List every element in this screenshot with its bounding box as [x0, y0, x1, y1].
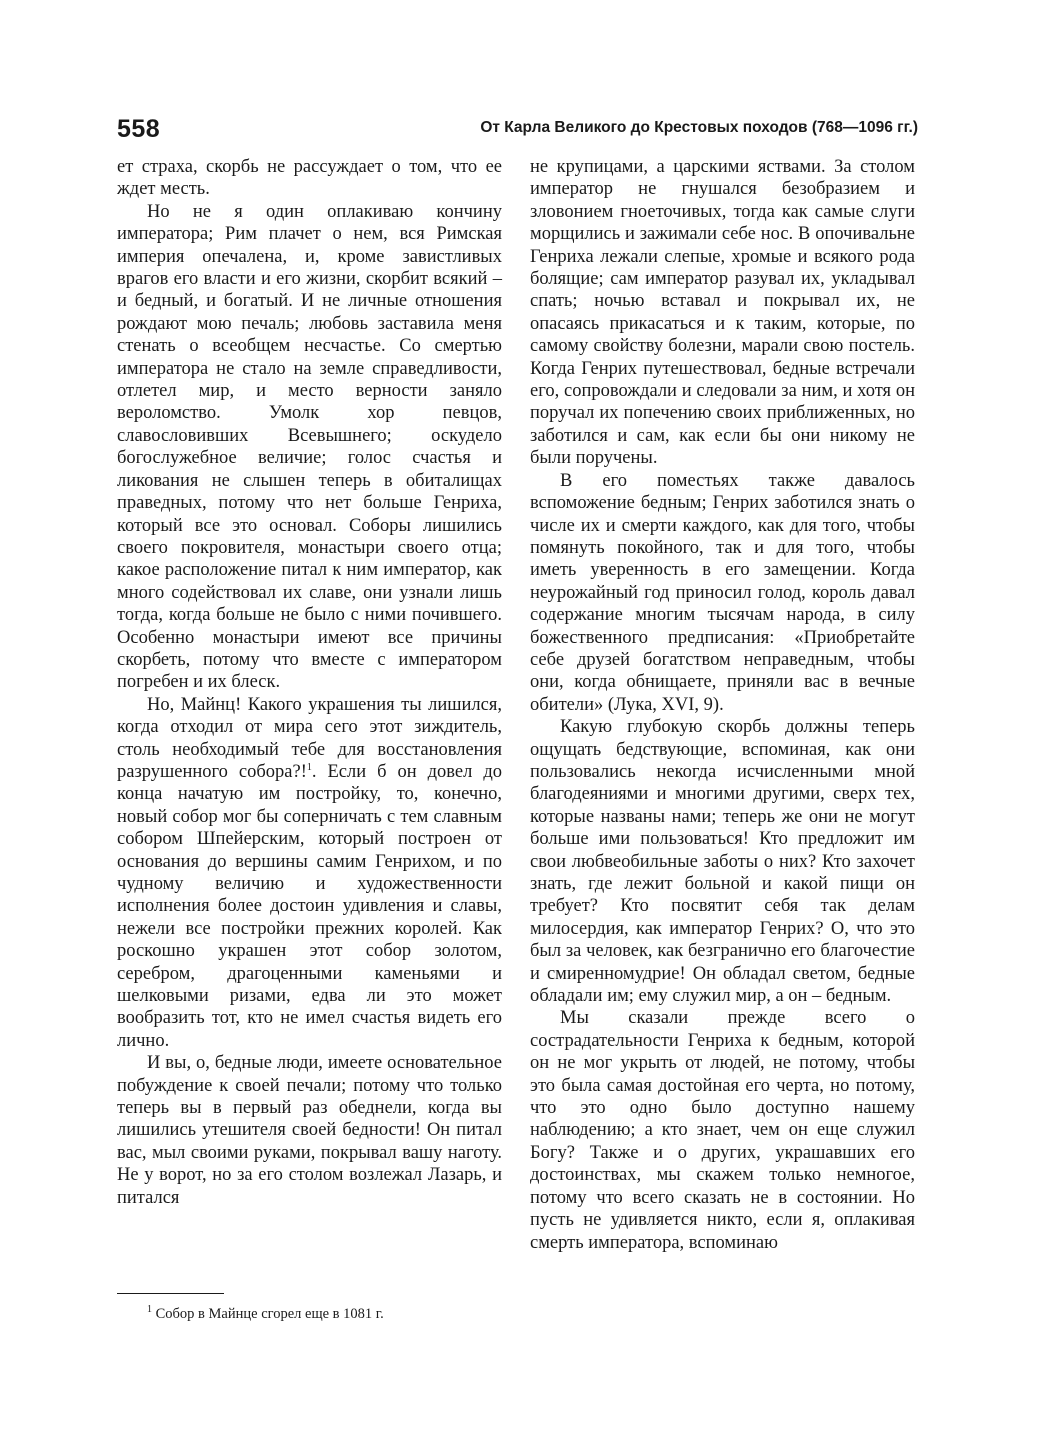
left-column: [117, 156, 502, 1209]
paragraph-text: . Если б он довел до конца начатую им постройку, то, конечно, новый собор мог бы соперничать с тем славным собором Шпейерским, который построен от основания до вершины самим Генрихом, и по чудному величию и художественности исполнения более достоин удивления и славы, нежели все постройки прежних королей. Как роскошно украшен этот собор золотом, серебром, драгоценными каменьями и шелковыми ризами, едва ли это может вообразить тот, кто не имел счастья видеть его лично.: [117, 761, 502, 1051]
paragraph: Но не я один оплакиваю кончину императора; Рим плачет о нем, вся Римская империя опечалена, и, кроме завистливых врагов его власти и его жизни, скорбит всякий – и бедный, и богатый. И не личные отношения рождают мою печаль; любовь заставила меня стенать о всеобщем несчастье. Со смертью императора не стало на земле справедливости, отлетел мир, и место верности заняло вероломство. Умолк хор певцов, славословивших Всевышнего; оскудело богослужебное величие; голос счастья и ликования не слышен теперь в обиталищах праведных, потому что нет больше Генриха, который все это основал. Соборы лишились своего покровителя, монастыри своего отца; какое расположение питал к ним император, как много содействовал их славе, они узнали лишь тогда, когда больше не было с ними почившего. Особенно монастыри имеют все причины скорбеть, потому что вместе с императором погребен и их блеск.: [117, 201, 502, 693]
right-column: [530, 156, 915, 1254]
page-number: 558: [117, 115, 161, 143]
paragraph: Мы сказали прежде всего о сострадательности Генриха к бедным, которой он не мог укрыть от людей, не потому, чтобы это была самая достойная его черта, но потому, что это одно было доступно нашему наблюдению; а кто знает, чем он еще служил Богу? Также и о других, украшавших его достоинствах, мы скажем только немногое, потому что всего сказать не в состоянии. Но пусть не удивляется никто, если я, оплакивая смерть императора, вспоминаю: [530, 1008, 915, 1253]
footnote-text: Собор в Майнце сгорел еще в 1081 г.: [152, 1306, 384, 1322]
paragraph: не крупицами, а царскими яствами. За столом император не гнушался безобразием и зловонием гноеточивых, тогда как самые слуги морщились и зажимали себе нос. В опочивальне Генриха лежали слепые, хромые и всякого рода болящие; сам император разувал их, укладывал спать; ночью вставал и покрывал их, не опасаясь прикасаться и к таким, которые, по самому свойству болезни, марали свою постель. Когда Генрих путешествовал, бедные встречали его, сопровождали и следовали за ним, и хотя он поручал их попечению своих приближенных, но заботился и сам, как если бы они никому не были поручены.: [530, 157, 915, 469]
footnote: [117, 1305, 502, 1323]
paragraph-text: Но, Майнц! Какого украшения ты лишился, когда отходил от мира сего этот зиждитель, столь необходимый тебе для восстановления разрушенного собора?!: [117, 694, 502, 782]
running-title: От Карла Великого до Крестовых походов (768—1096 гг.): [480, 119, 918, 136]
paragraph: ет страха, скорбь не рассуждает о том, что ее ждет месть.: [117, 157, 502, 200]
paragraph: И вы, о, бедные люди, имеете основательное побуждение к своей печали; потому что только теперь вы в первый раз обеднели, когда вы лишились утешителя своей бедности! Он питал вас, мыл своими руками, покрывал вашу наготу. Не у ворот, но за его столом возлежал Лазарь, и питался: [117, 1053, 502, 1208]
footnote-divider: [117, 1293, 224, 1294]
paragraph: Какую глубокую скорбь должны теперь ощущать бедствующие, вспоминая, как они пользовались некогда исчисленными мной благодеяниями и многими другими, сверх тех, которые названы нами; теперь же они не могут больше ими пользоваться! Кто предложит им свои любвеобильные заботы о них? Кто захочет знать, где лежит больной и какой пищи он требует? Кто посвятит себя так делам милосердия, как император Генрих? О, что это был за человек, как безгранично его благочестие и смиренномудрие! Он обладал светом, бедные обладали им; ему служил мир, а он – бедным.: [530, 717, 915, 1007]
paragraph: [117, 694, 502, 1053]
footnote-mark: 1: [147, 1304, 152, 1316]
paragraph: В его поместьях также давалось вспоможение бедным; Генрих заботился знать о числе их и смерти каждого, как для того, чтобы помянуть покойного, так и для того, чтобы иметь уверенность в его замещении. Когда неурожайный год приносил голод, король давал содержание многим тысячам народа, в силу божественного предписания: «Приобретайте себе друзей богатством неправедным, чтобы они, когда обнищаете, приняли вас в вечные обители» (Лука, XVI, 9).: [530, 470, 915, 715]
footnote-reference: 1: [306, 761, 312, 773]
